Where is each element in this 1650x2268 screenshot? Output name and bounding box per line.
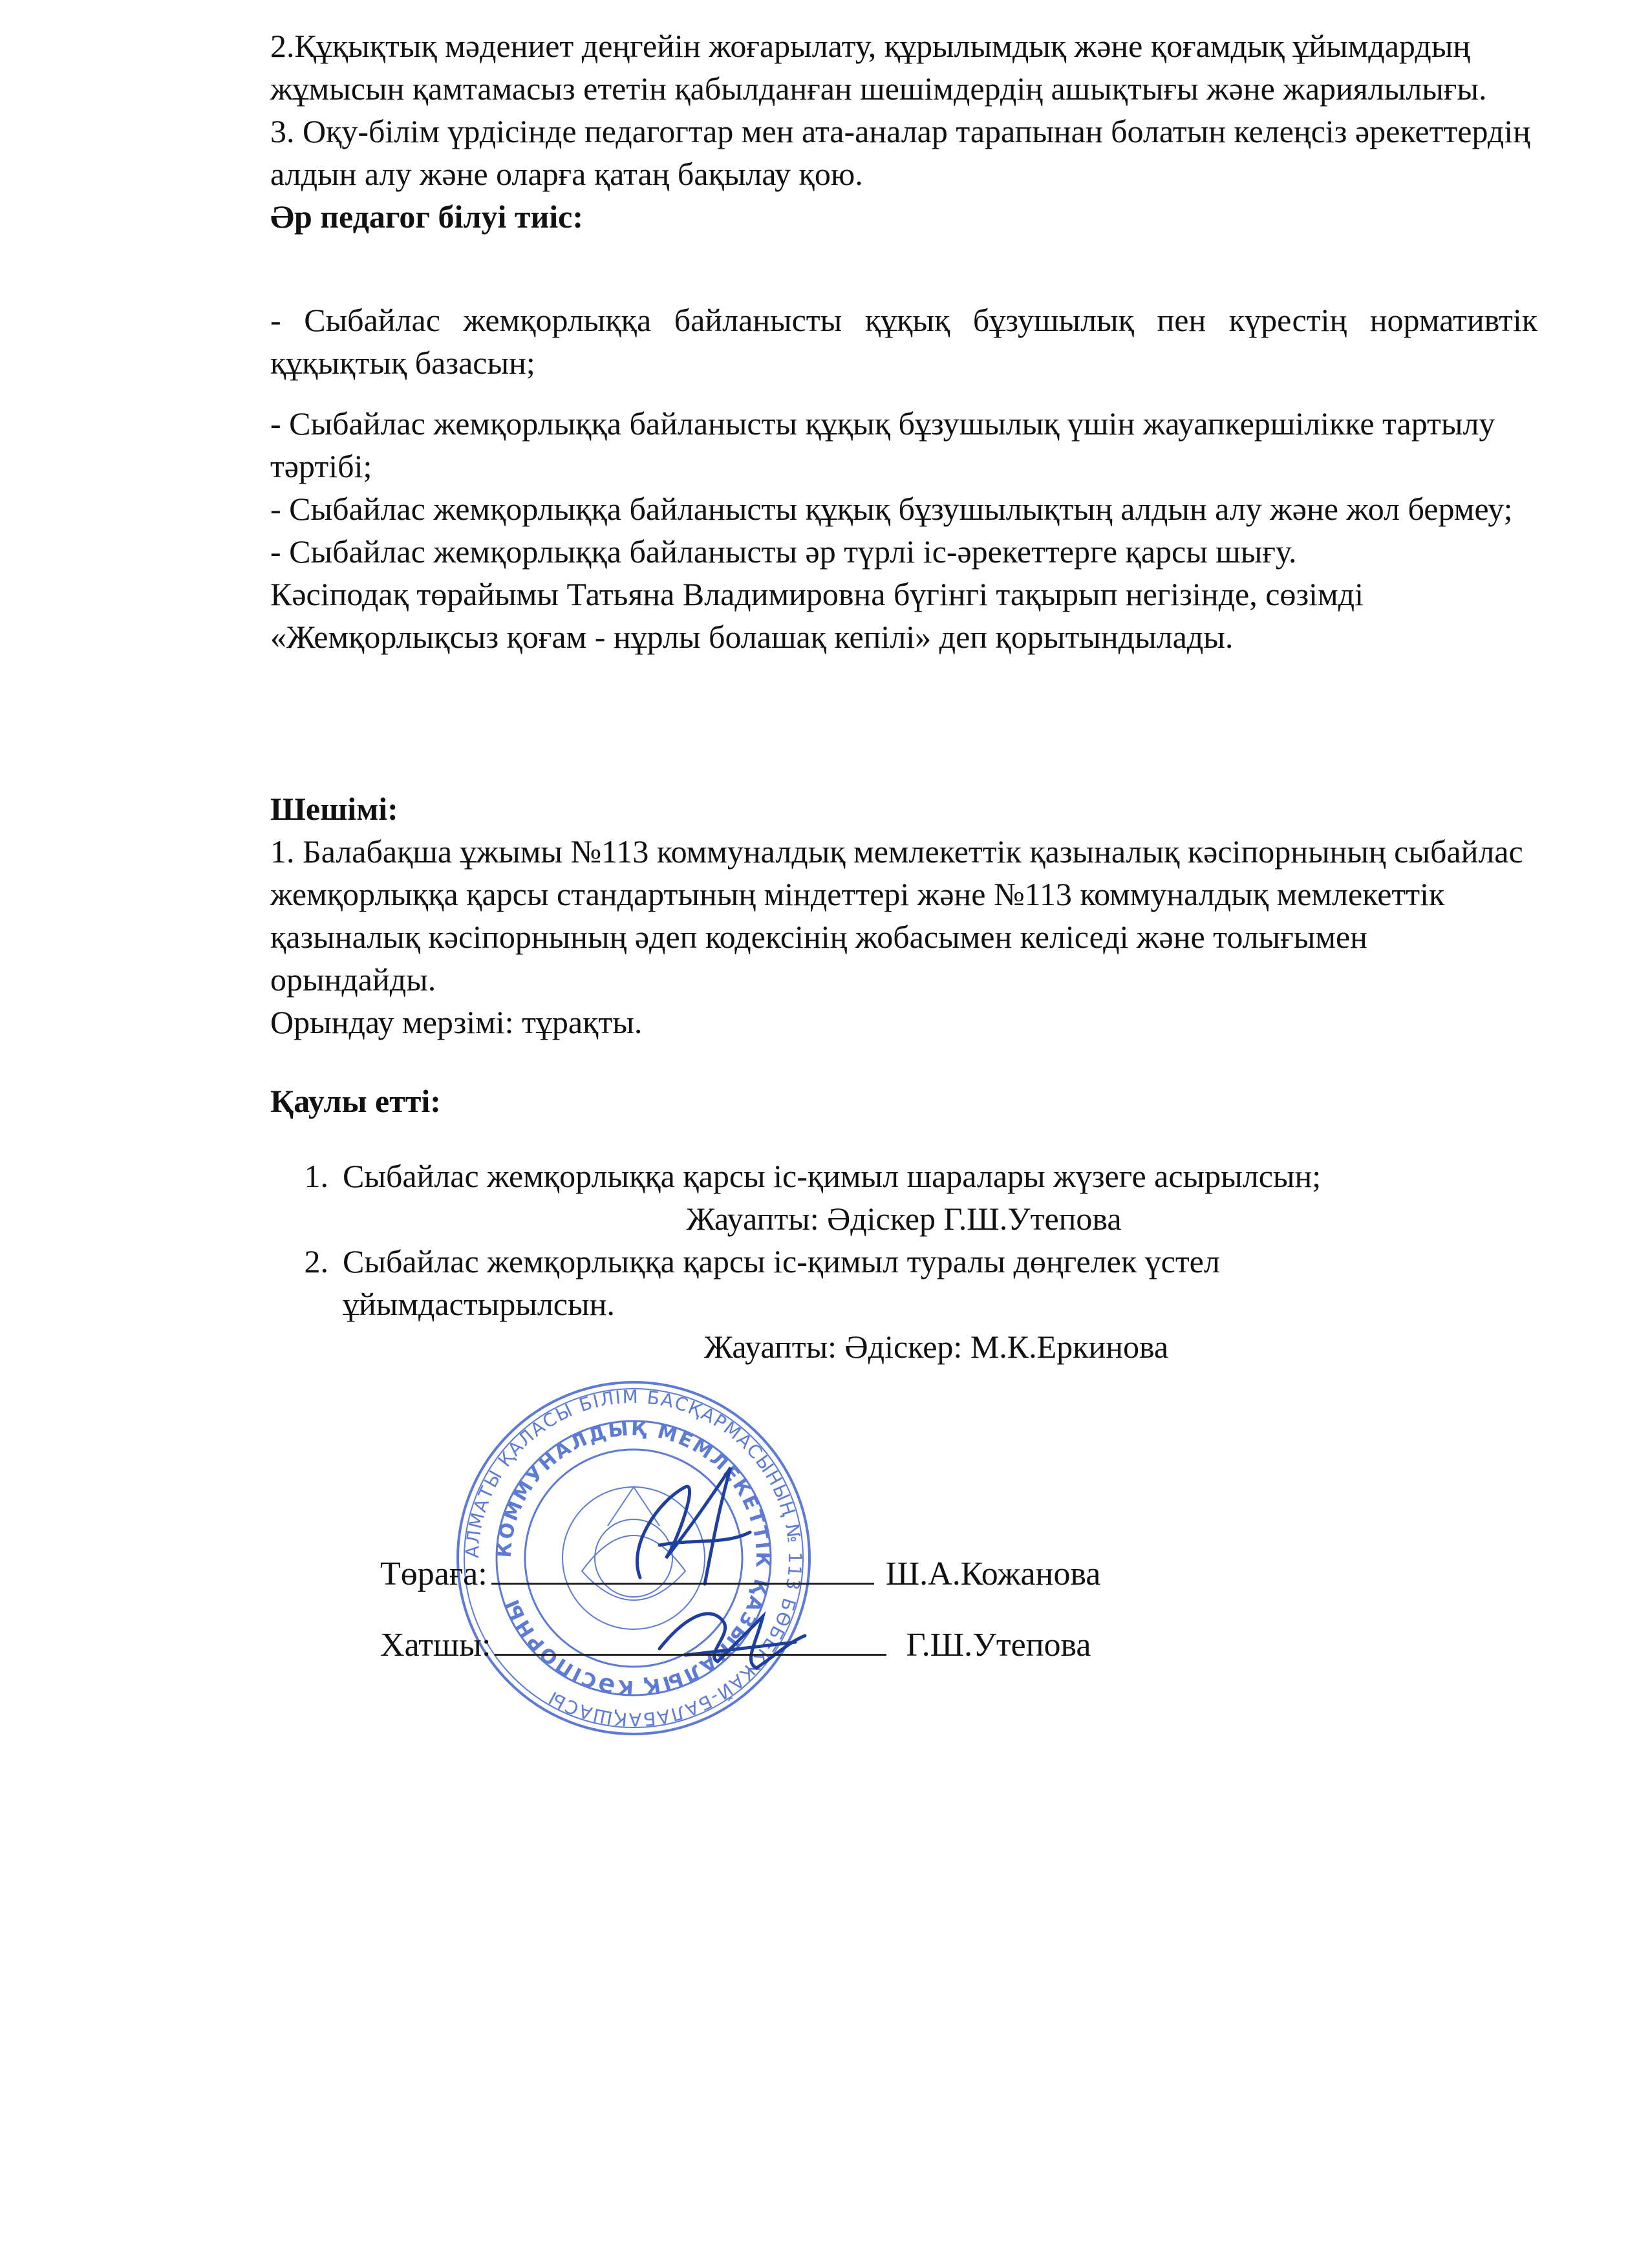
resolution-item — [270, 1240, 1538, 1325]
teacher-item-3: - Сыбайлас жемқорлыққа байланысты құқық бұзушылықтың алдын алу және жол бермеу; — [270, 491, 1513, 527]
intro-section — [270, 25, 1538, 238]
resolution-heading-block — [270, 1080, 1538, 1122]
stamp-inner-text: КОММУНАЛДЫҚ МЕМЛЕКЕТТІК ҚАЗЫНАЛЫҚ КӘСІПОРНЫ — [493, 1417, 775, 1699]
teacher-heading: Әр педагог білуі тиіс: — [270, 198, 583, 235]
signature-name: Г.Ш.Утепова — [906, 1627, 1091, 1664]
intro-point-2: 2.Құқықтық мәдениет деңгейін жоғарылату, құрылымдық және қоғамдық ұйымдардың жұмысын қамтамасыз ететін қабылданған шешімдердің ашықтығы және жариялылығы. — [270, 28, 1487, 107]
teacher-item-1-block — [270, 299, 1538, 384]
resolution-item-responsible: Жауапты: Әдіскер Г.Ш.Утепова — [686, 1201, 1122, 1237]
signature-row-secretary — [380, 1620, 1091, 1667]
resolution-item-number: 1. — [304, 1158, 328, 1194]
decision-deadline: Орындау мерзімі: тұрақты. — [270, 1004, 643, 1040]
teacher-items-block — [270, 402, 1538, 658]
signature-name: Ш.А.Кожанова — [885, 1556, 1101, 1592]
signature-line — [495, 1620, 886, 1656]
stamp-outer-text: АЛМАТЫ ҚАЛАСЫ БІЛІМ БАСҚАРМАСЫНЫҢ № 113 БӨБЕКЖАЙ-БАЛАБАҚШАСЫ — [461, 1385, 806, 1731]
closing-text: Кәсіподақ төрайымы Татьяна Владимировна бүгінгі тақырып негізінде, сөзімді «Жемқорлықсыз қоғам - нұрлы болашақ кепілі» деп қорытындылады. — [270, 576, 1364, 655]
resolution-item-text: Сыбайлас жемқорлыққа қарсы іс-қимыл шаралары жүзеге асырылсын; — [343, 1158, 1322, 1194]
teacher-item-2: - Сыбайлас жемқорлыққа байланысты құқық бұзушылық үшін жауапкершілікке тартылу тәртібі; — [270, 405, 1495, 484]
decision-text: 1. Балабақша ұжымы №113 коммуналдық мемлекеттік қазыналық кәсіпорнының сыбайлас жемқорлыққа қарсы стандартының міндеттері және №113 коммуналдық мемлекеттік қазыналық кәсіпорнының әдеп кодексінің жобасымен келіседі және толығымен орындайды. — [270, 833, 1523, 998]
teacher-item-4: - Сыбайлас жемқорлыққа байланысты әр түрлі іс-әрекеттерге қарсы шығу. — [270, 533, 1297, 570]
signature-row-chair — [380, 1549, 1100, 1596]
signature-line — [491, 1549, 874, 1585]
resolution-item-responsible: Жауапты: Әдіскер: М.К.Еркинова — [703, 1329, 1169, 1365]
decision-section — [270, 787, 1538, 1043]
resolution-heading: Қаулы етті: — [270, 1083, 441, 1119]
teacher-item-1: - Сыбайлас жемқорлыққа байланысты құқық бұзушылық пен күрестің нормативтік құқықтық базасын; — [270, 302, 1538, 381]
signature-role: Хатшы: — [380, 1627, 491, 1664]
signature-role: Төраға: — [380, 1556, 488, 1592]
intro-point-3: 3. Оқу-білім үрдісінде педагогтар мен ата-аналар тарапынан болатын келеңсіз әрекеттердің алдын алу және оларға қатаң бақылау қою. — [270, 113, 1530, 192]
resolution-item — [270, 1155, 1538, 1197]
resolution-item-number: 2. — [304, 1243, 328, 1279]
resolution-item-text: Сыбайлас жемқорлыққа қарсы іс-қимыл туралы дөңгелек үстел ұйымдастырылсын. — [343, 1243, 1220, 1322]
resolution-list — [270, 1155, 1538, 1368]
decision-heading: Шешімі: — [270, 791, 398, 827]
